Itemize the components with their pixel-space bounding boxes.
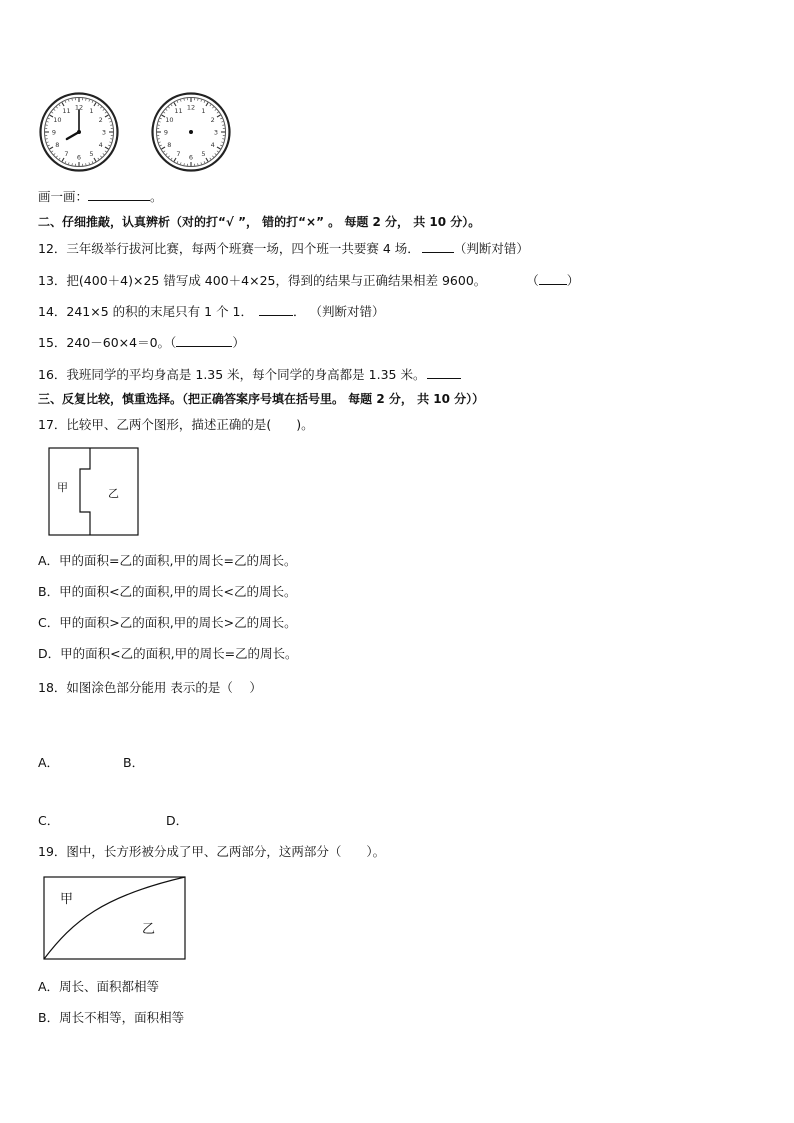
question-14	[38, 303, 384, 320]
question-19-option-b[interactable]: B．周长不相等，面积相等	[38, 1010, 185, 1025]
question-18-option-c[interactable]: C．	[38, 813, 60, 828]
question-16-text: 16．我班同学的平均身高是 1.35 米，每个同学的身高都是 1.35 米。	[38, 367, 426, 382]
question-15-blank[interactable]	[176, 334, 232, 347]
question-12	[38, 240, 529, 257]
question-18-option-d[interactable]: D．	[166, 813, 189, 828]
clock-number: 4	[210, 141, 215, 149]
clock-number: 10	[165, 116, 174, 124]
question-14-text: 14．241×5 的积的末尾只有 1 个 1．	[38, 304, 253, 319]
clock-number: 8	[167, 141, 172, 149]
question-17-option-a[interactable]: A．甲的面积=乙的面积,甲的周长=乙的周长。	[38, 553, 297, 568]
draw-line-label: 画一画：	[38, 189, 89, 204]
clock-face-left	[38, 92, 120, 172]
figure-label-yi-2: 乙	[142, 922, 156, 937]
clock-number: 12	[186, 103, 196, 112]
question-17-option-d[interactable]: D．甲的面积<乙的面积,甲的周长=乙的周长。	[38, 646, 298, 661]
clock-number: 2	[98, 116, 103, 124]
question-19-option-a[interactable]: A．周长、面积都相等	[38, 979, 160, 994]
clock-number: 5	[201, 150, 206, 159]
clock-right	[150, 92, 232, 172]
clock-number: 12	[74, 103, 84, 112]
question-15-text: 15．240－60×4＝0。（	[38, 335, 177, 350]
question-13-text: 13．把(400＋4)×25 错写成 400＋4×25，得到的结果与正确结果相差 9600。	[38, 273, 487, 288]
rectangle-curve-figure	[43, 876, 187, 962]
clock-number: 2	[210, 116, 215, 124]
clock-center-dot	[77, 130, 81, 134]
section-3-heading: 三、反复比较，慎重选择。（把正确答案序号填在括号里。 每题 2 分， 共 10 分））	[38, 392, 485, 406]
question-16	[38, 366, 461, 383]
figure-label-yi: 乙	[108, 487, 119, 500]
draw-line-row	[38, 188, 163, 205]
question-18-option-b[interactable]: B．	[123, 755, 145, 770]
clock-number: 7	[64, 150, 69, 159]
clock-number: 11	[174, 106, 183, 115]
question-15	[38, 334, 245, 351]
clock-number: 8	[55, 141, 60, 149]
section-2-heading: 二、仔细推敲，认真辨析（对的打“√ ”， 错的打“×” 。 每题 2 分， 共 10 分）。	[38, 215, 481, 229]
clock-number: 1	[89, 106, 94, 115]
question-19-text: 19．图中，长方形被分成了甲、乙两部分，这两部分（ ）。	[38, 844, 386, 859]
clock-number: 11	[62, 106, 71, 115]
rectangle-outline	[44, 877, 185, 959]
clock-center-dot	[189, 130, 193, 134]
figure-label-jia-2: 甲	[60, 892, 74, 907]
draw-line-blank[interactable]	[88, 188, 150, 201]
question-13-paren-close: ）	[566, 273, 580, 288]
draw-line-end: 。	[150, 189, 163, 204]
clock-number: 3	[213, 128, 219, 137]
question-12-blank[interactable]	[422, 240, 454, 253]
clock-number: 9	[163, 128, 169, 137]
question-13-paren-open: （	[526, 273, 539, 288]
dividing-line	[80, 448, 90, 535]
question-12-tail: （判断对错）	[453, 241, 529, 256]
question-17-option-c[interactable]: C．甲的面积>乙的面积,甲的周长>乙的周长。	[38, 615, 297, 630]
question-15-tail: ）	[232, 335, 245, 350]
clock-number: 10	[53, 116, 62, 124]
clock-number: 9	[51, 128, 57, 137]
question-19-figure	[43, 876, 187, 962]
question-13	[38, 272, 579, 289]
question-16-blank[interactable]	[427, 366, 461, 379]
question-14-tail: ． （判断对错）	[293, 304, 385, 319]
question-18-text: 18．如图涂色部分能用 表示的是（ ）	[38, 680, 262, 695]
clock-left	[38, 92, 120, 172]
question-12-text: 12．三年级举行拔河比赛，每两个班赛一场，四个班一共要赛 4 场．	[38, 241, 420, 256]
clock-number: 6	[76, 153, 82, 162]
question-17-option-b[interactable]: B．甲的面积<乙的面积,甲的周长<乙的周长。	[38, 584, 297, 599]
clock-number: 5	[89, 150, 94, 159]
clock-number: 1	[201, 106, 206, 115]
question-14-blank[interactable]	[259, 303, 293, 316]
question-17-text: 17．比较甲、乙两个图形，描述正确的是( )。	[38, 417, 314, 432]
question-18-option-a[interactable]: A．	[38, 755, 60, 770]
question-13-blank[interactable]	[539, 272, 567, 285]
dividing-curve	[44, 877, 185, 959]
clock-number: 7	[176, 150, 181, 159]
figure-label-jia: 甲	[57, 481, 68, 494]
clock-face-right	[150, 92, 232, 172]
clock-number: 3	[101, 128, 107, 137]
clock-number: 6	[188, 153, 194, 162]
clock-number: 4	[98, 141, 103, 149]
